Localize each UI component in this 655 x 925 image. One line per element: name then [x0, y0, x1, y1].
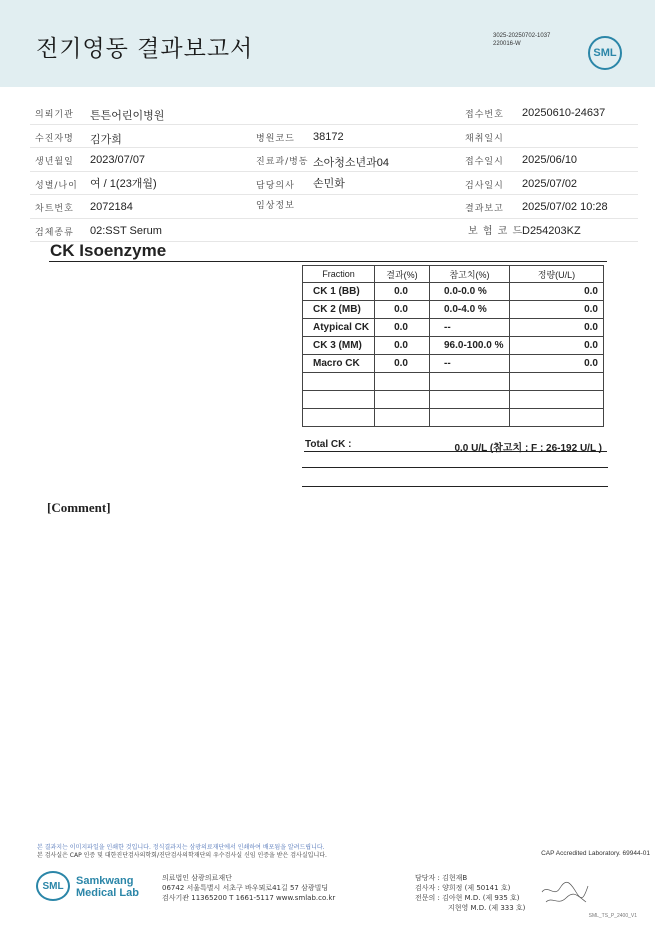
footer-logo-mark-text: SML: [42, 880, 64, 892]
birth-value: 2023/07/07: [90, 154, 146, 166]
org-contact: 검사기관 11365200 T 1661-5117 www.smlab.co.kr: [162, 894, 336, 902]
footer-logo-mark: [36, 871, 70, 901]
staff-examiner: 검사자 : 양희정 (제 50141 호): [415, 884, 511, 892]
department-label: 진료과/병동: [256, 157, 309, 167]
document-id-line1: 3025-20250702-1037: [493, 33, 551, 39]
document-id-line2: 220016-W: [493, 41, 521, 47]
footer-logo-line2: Medical Lab: [76, 887, 139, 899]
reference-cell: 0.0-0.0 %: [430, 283, 510, 301]
patient-info-table: [30, 101, 638, 242]
patient-value: 김가희: [90, 133, 122, 146]
reference-cell: 96.0-100.0 %: [430, 337, 510, 355]
fraction-cell: Macro CK: [303, 355, 375, 373]
sex-age-label: 성별/나이: [35, 180, 78, 191]
quantity-cell: 0.0: [510, 337, 604, 355]
fraction-cell: CK 3 (MM): [303, 337, 375, 355]
table-row: [303, 355, 604, 373]
header-quantity: 정량(U/L): [510, 266, 604, 283]
result-cell: 0.0: [375, 355, 430, 373]
fraction-cell: CK 2 (MB): [303, 301, 375, 319]
comment-label: [Comment]: [47, 500, 111, 515]
header-fraction: Fraction: [303, 266, 375, 283]
sex-age-value: 여 / 1(23개월): [90, 177, 157, 190]
info-row: [30, 172, 638, 196]
staff-specialist: 전문의 : 김아현 M.D. (제 935 호): [415, 894, 520, 902]
reference-cell: --: [430, 355, 510, 373]
signature-scribble: [540, 878, 590, 908]
report-label: 결과보고: [465, 204, 504, 214]
doctor-label: 담당의사: [256, 180, 295, 191]
sml-logo: [588, 36, 622, 70]
org-address: 06742 서울특별시 서초구 바우뫼로41길 57 삼광빌딩: [162, 884, 329, 892]
exam-date-value: 2025/07/02: [522, 177, 578, 190]
cap-accreditation: CAP Accredited Laboratory. 69944-01: [541, 850, 650, 857]
staff-in-charge: 담당자 : 김현재B: [415, 874, 468, 882]
report-value: 2025/07/02 10:28: [522, 201, 608, 213]
ck-isoenzyme-table: [302, 265, 604, 427]
logo-text: SML: [593, 47, 617, 59]
exam-date-label: 검사일시: [465, 180, 504, 191]
document-id: [493, 32, 550, 48]
fraction-cell: CK 1 (BB): [303, 283, 375, 301]
fraction-cell: Atypical CK: [303, 319, 375, 337]
requesting-institution-value: 튼튼어린이병원: [90, 110, 165, 122]
footer-logo-line1: Samkwang: [76, 875, 134, 887]
table-row: [303, 319, 604, 337]
empty-row: [303, 409, 604, 427]
specimen-label: 검체종류: [35, 227, 74, 238]
department-value: 소아청소년과04: [313, 157, 389, 169]
staff-specialist-2: 지현영 M.D. (제 333 호): [448, 904, 526, 912]
form-code: SML_TS_P_2400_V1: [588, 913, 637, 919]
chart-no-value: 2072184: [90, 201, 133, 213]
empty-row: [303, 391, 604, 409]
info-row: [30, 101, 638, 125]
table-row: [303, 301, 604, 319]
footer-notice: 본 결과지는 이미지파일을 인쇄한 것입니다. 정식결과지는 삼광의료재단에서 인쇄하여 배포됨을 알려드립니다.: [37, 844, 325, 851]
info-row: [30, 219, 638, 243]
quantity-cell: 0.0: [510, 355, 604, 373]
hospital-code-value: 38172: [313, 130, 344, 143]
birth-label: 생년월일: [35, 157, 74, 167]
footer-staff: [415, 873, 525, 913]
table-row: [303, 337, 604, 355]
receipt-no-label: 접수번호: [465, 110, 504, 120]
insurance-code-label: 보 험 코 드: [468, 225, 524, 237]
total-ck-row: [304, 439, 607, 452]
blank-line: [302, 486, 608, 487]
result-cell: 0.0: [375, 283, 430, 301]
result-cell: 0.0: [375, 337, 430, 355]
doctor-value: 손민화: [313, 177, 345, 190]
patient-label: 수진자명: [35, 133, 74, 144]
info-row: [30, 148, 638, 172]
requesting-institution-label: 의뢰기관: [35, 110, 74, 120]
collection-date-label: 채취일시: [465, 133, 504, 144]
clinical-info-label: 임상정보: [256, 201, 295, 211]
total-ck-label: Total CK :: [305, 439, 352, 450]
header-result: 결과(%): [375, 266, 430, 283]
document-title: 전기영동 결과보고서: [36, 36, 254, 62]
receipt-no-value: 20250610-24637: [522, 107, 606, 119]
hospital-code-label: 병원코드: [256, 133, 295, 144]
quantity-cell: 0.0: [510, 319, 604, 337]
result-cell: 0.0: [375, 301, 430, 319]
table-header-row: [303, 266, 604, 283]
section-title: CK Isoenzyme: [49, 241, 607, 262]
empty-row: [303, 373, 604, 391]
footer-accreditation: 본 검사실은 CAP 인증 및 대한진단검사의학회/진단검사의학재단의 우수검사실 신임 인증을 받은 검사실입니다.: [37, 852, 327, 859]
info-row: [30, 195, 638, 219]
org-name: 의료법인 삼광의료재단: [162, 874, 232, 882]
receipt-date-value: 2025/06/10: [522, 154, 578, 166]
footer-logo-text: [76, 875, 139, 899]
table-row: [303, 283, 604, 301]
quantity-cell: 0.0: [510, 283, 604, 301]
result-cell: 0.0: [375, 319, 430, 337]
quantity-cell: 0.0: [510, 301, 604, 319]
chart-no-label: 차트번호: [35, 204, 74, 214]
blank-line: [302, 467, 608, 468]
footer-organization: [162, 873, 335, 903]
reference-cell: 0.0-4.0 %: [430, 301, 510, 319]
specimen-value: 02:SST Serum: [90, 224, 162, 237]
info-row: [30, 125, 638, 149]
receipt-date-label: 접수일시: [465, 157, 504, 167]
insurance-code-value: D254203KZ: [522, 224, 581, 237]
reference-cell: --: [430, 319, 510, 337]
total-ck-value: 0.0 U/L (참고치 : F : 26-192 U/L ): [454, 443, 602, 454]
header-reference: 참고치(%): [430, 266, 510, 283]
